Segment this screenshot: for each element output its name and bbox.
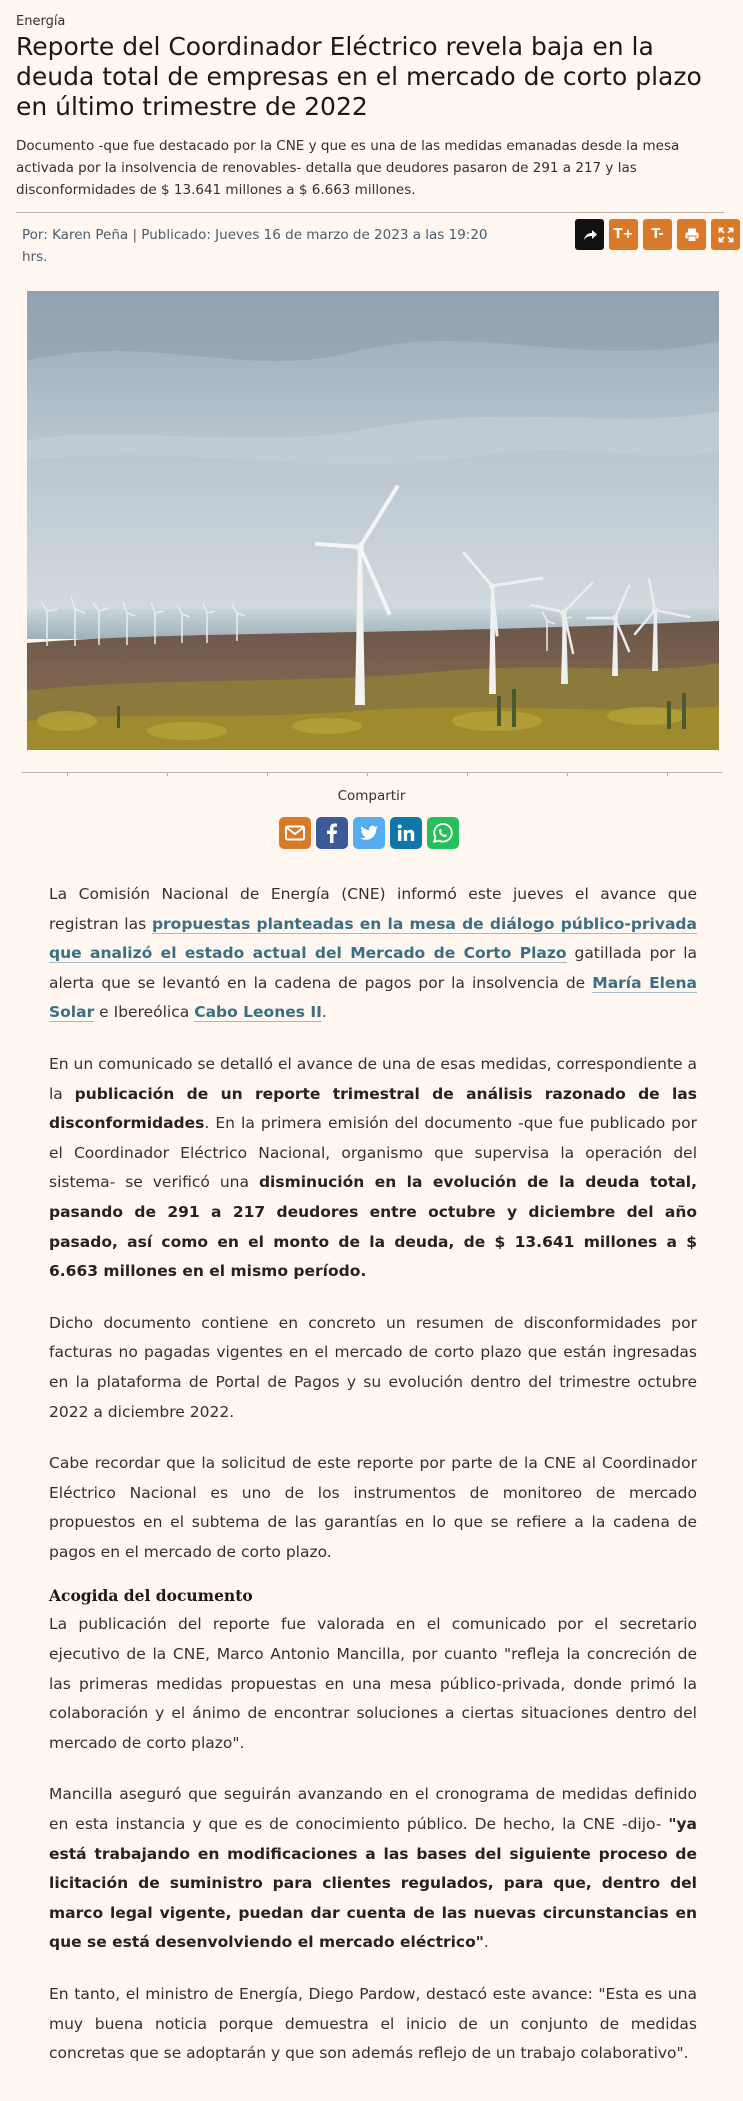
share-email-button[interactable] (279, 817, 311, 849)
paragraph (49, 1780, 697, 1958)
paragraph: Cabe recordar que la solicitud de este reporte por parte de la CNE al Coordinador Eléctrico Nacional es uno de los instrumentos de monitoreo de mercado propuestos en el subtema de las garantías en lo que se refiere a la cadena de pagos en el mercado de corto plazo. (49, 1454, 697, 1561)
text-run: En un comunicado se detalló el avance de una de esas medidas, correspondiente a la (49, 1054, 697, 1103)
bold-text: disminución en la evolución de la deuda total, pasando de 291 a 217 deudores entre octubre y diciembre del año pasado, así como en el monto de la deuda, de $ 13.641 millones a $ 6.663 millones en el mismo período. (49, 1173, 697, 1281)
text-run: . En la primera emisión del documento -que fue publicado por el Coordinador Eléctrico Nacional, organismo que supervisa la operación del sistema- se verificó una (49, 1114, 697, 1192)
printer-icon (684, 227, 700, 243)
share-linkedin-button[interactable] (390, 817, 422, 849)
paragraph: La publicación del reporte fue valorada en el comunicado por el secretario ejecutivo de la CNE, Marco Antonio Mancilla, por cuanto "refleja la concreción de las primeras medidas propuestas en una mesa público-privada, donde primó la colaboración y el ánimo de encontrar soluciones a ciertas situaciones dentro del mercado de corto plazo". (49, 1615, 697, 1752)
text-run: Mancilla aseguró que seguirán avanzando en el cronograma de medidas definido en esta instancia y que es de conocimiento público. De hecho, la CNE -dijo- (49, 1785, 697, 1834)
font-decrease-button[interactable]: T- (643, 219, 672, 250)
bold-text: publicación de un reporte trimestral de análisis razonado de las disconformidades (49, 1084, 697, 1133)
text-run: . (321, 1003, 327, 1022)
print-button[interactable] (677, 219, 706, 250)
font-increase-button[interactable]: T+ (609, 219, 638, 250)
share-label: Compartir (337, 788, 406, 804)
paragraph: En tanto, el ministro de Energía, Diego Pardow, destacó este avance: "Esta es una muy buena noticia porque demuestra el inicio de un conjunto de medidas concretas que se adoptarán y que son además reflejo de un trabajo colaborativo". (49, 1985, 697, 2063)
share-whatsapp-button[interactable] (427, 817, 459, 849)
whatsapp-icon (431, 821, 455, 845)
article-photo-wind-farm (27, 291, 719, 750)
divider-ticks (22, 772, 722, 776)
text-run: La Comisión Nacional de Energía (CNE) informó este jueves el avance que registran las (49, 885, 697, 933)
text-run: . (483, 1933, 489, 1952)
share-buttons (279, 817, 459, 849)
text-run: gatillada por la alerta que se levantó en la cadena de pagos por la insolvencia de (49, 944, 698, 992)
paragraph: Dicho documento contiene en concreto un resumen de disconformidades por facturas no pagadas vigentes en el mercado de corto plazo que están ingresadas en la plataforma de Portal de Pagos y su evolución dentro del trimestre octubre 2022 a diciembre 2022. (49, 1313, 697, 1421)
article-headline: Reporte del Coordinador Eléctrico revela baja en la deuda total de empresas en el mercado de corto plazo en último trimestre de 2022 (16, 32, 702, 121)
subheading: Acogida del documento (49, 1586, 253, 1606)
link-maria-elena-solar[interactable]: María Elena Solar (49, 973, 697, 1022)
article-standfirst: Documento -que fue destacado por la CNE y que es una de las medidas emanadas desde la mesa activada por la insolvencia de renovables- detalla que deudores pasaron de 291 a 217 y las disconformidades de $ 13.641 millones a $ 6.663 millones. (16, 138, 680, 198)
linkedin-icon (394, 821, 418, 845)
fullscreen-button[interactable] (711, 219, 740, 250)
expand-icon (718, 227, 734, 243)
article-body (49, 880, 697, 2091)
paragraph (49, 1050, 697, 1287)
divider (16, 212, 724, 213)
email-icon (283, 821, 307, 845)
facebook-icon (320, 821, 344, 845)
text-run: e Ibereólica (94, 1003, 195, 1022)
link-cabo-leones[interactable]: Cabo Leones II (194, 1003, 322, 1022)
share-arrow-button[interactable] (575, 219, 604, 250)
article-byline: Por: Karen Peña | Publicado: Jueves 16 de marzo de 2023 a las 19:20 hrs. (22, 227, 488, 265)
twitter-icon (357, 821, 381, 845)
article-toolbar (575, 219, 740, 250)
paragraph (49, 880, 697, 1028)
bold-text: "ya está trabajando en modificaciones a las bases del siguiente proceso de licitación de suministro para clientes regulados, para que, dentro del marco legal vigente, puedan dar cuenta de las nuevas circunstancias en que se está desenvolviendo el mercado eléctrico" (49, 1815, 697, 1952)
share-facebook-button[interactable] (316, 817, 348, 849)
section-label[interactable]: Energía (16, 14, 66, 29)
share-arrow-icon (582, 227, 598, 243)
share-twitter-button[interactable] (353, 817, 385, 849)
link-mesa-dialogo[interactable]: propuestas planteadas en la mesa de diálogo público-privada que analizó el estado actual del Mercado de Corto Plazo (49, 914, 697, 963)
